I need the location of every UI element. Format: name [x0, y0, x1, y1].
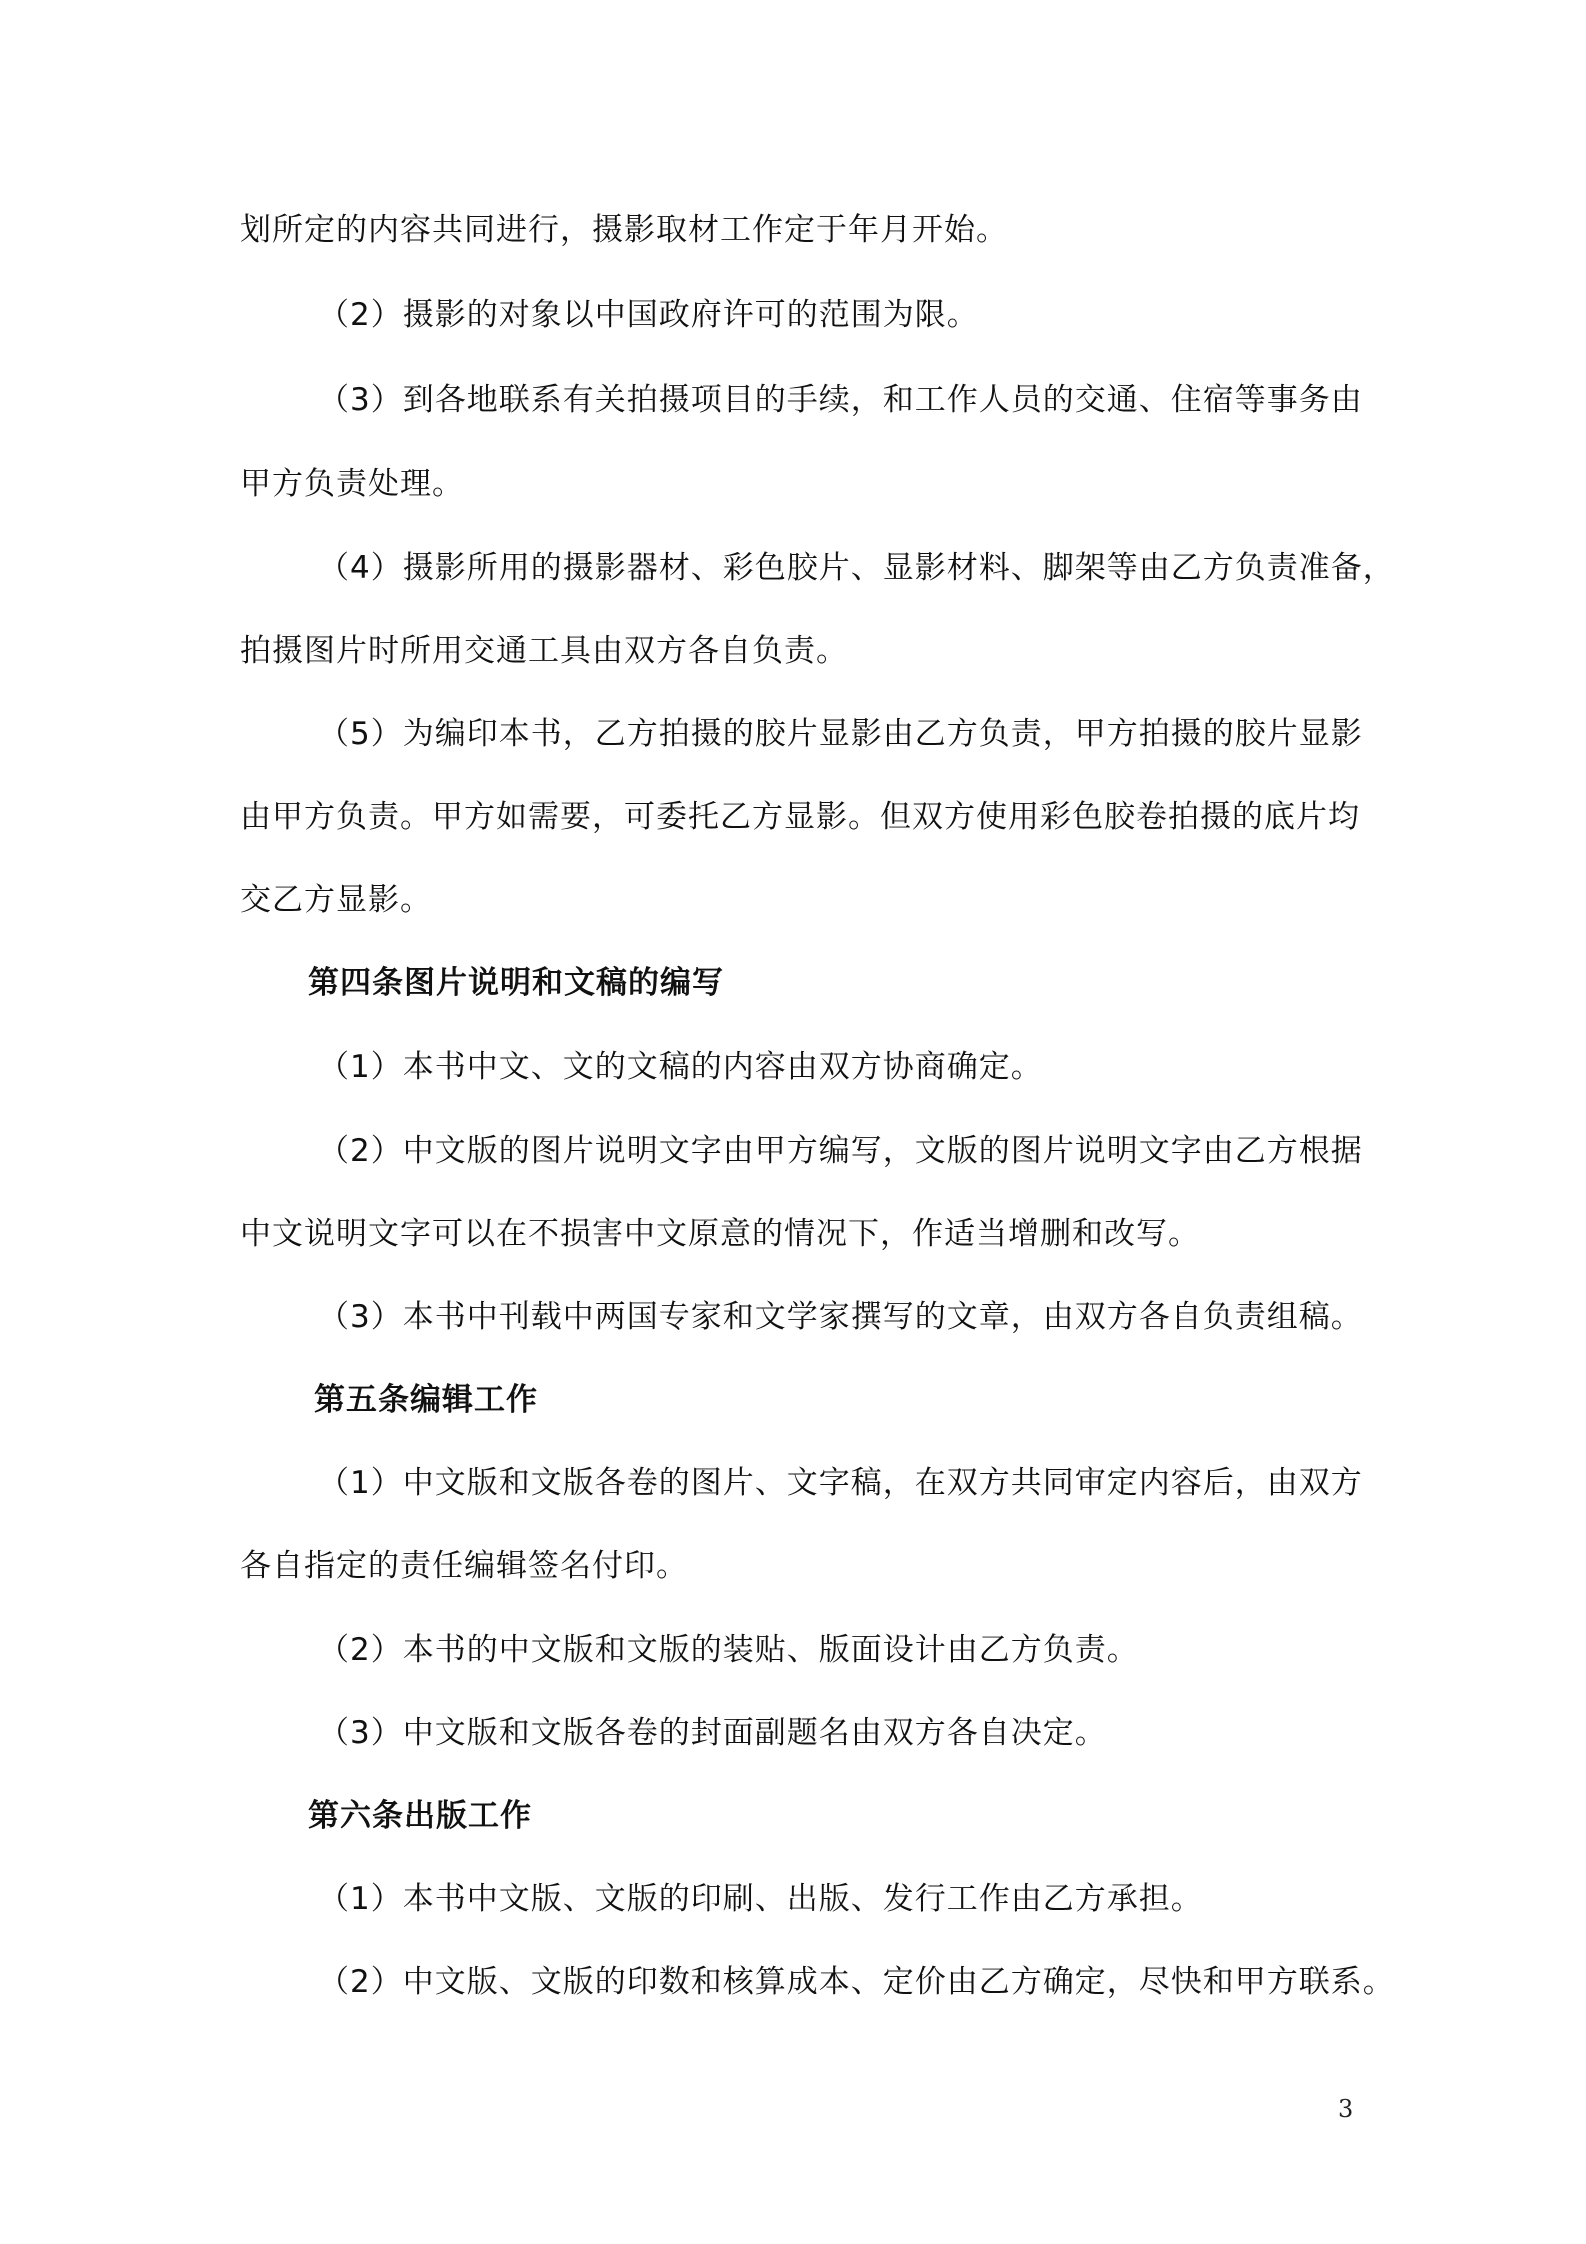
page-number: 3: [1338, 2095, 1354, 2123]
paragraph-line: 甲方负责处理。: [240, 466, 464, 502]
paragraph-line: （4）摄影所用的摄影器材、彩色胶片、显影材料、脚架等由乙方负责准备，: [318, 550, 1395, 586]
paragraph-line: 由甲方负责。甲方如需要，可委托乙方显影。但双方使用彩色胶卷拍摄的底片均: [240, 799, 1360, 835]
paragraph-line: （2）中文版、文版的印数和核算成本、定价由乙方确定，尽快和甲方联系。: [318, 1964, 1395, 2000]
paragraph-line: （2）中文版的图片说明文字由甲方编写，文版的图片说明文字由乙方根据: [318, 1133, 1363, 1169]
paragraph-line: （2）摄影的对象以中国政府许可的范围为限。: [318, 297, 979, 333]
paragraph-line: 交乙方显影。: [240, 882, 432, 918]
paragraph-line: （3）中文版和文版各卷的封面副题名由双方各自决定。: [318, 1715, 1107, 1751]
paragraph-line: （3）到各地联系有关拍摄项目的手续，和工作人员的交通、住宿等事务由: [318, 382, 1363, 418]
section-heading: 第六条出版工作: [308, 1798, 532, 1834]
paragraph-line: （2）本书的中文版和文版的装贴、版面设计由乙方负责。: [318, 1632, 1139, 1668]
paragraph-line: 划所定的内容共同进行，摄影取材工作定于年月开始。: [240, 212, 1008, 248]
paragraph-line: （3）本书中刊载中两国专家和文学家撰写的文章，由双方各自负责组稿。: [318, 1299, 1363, 1335]
section-heading: 第五条编辑工作: [314, 1382, 538, 1418]
paragraph-line: 拍摄图片时所用交通工具由双方各自负责。: [240, 633, 848, 669]
paragraph-line: （5）为编印本书，乙方拍摄的胶片显影由乙方负责，甲方拍摄的胶片显影: [318, 716, 1363, 752]
paragraph-line: 中文说明文字可以在不损害中文原意的情况下，作适当增删和改写。: [240, 1216, 1200, 1252]
paragraph-line: （1）本书中文版、文版的印刷、出版、发行工作由乙方承担。: [318, 1881, 1203, 1917]
paragraph-line: 各自指定的责任编辑签名付印。: [240, 1548, 688, 1584]
paragraph-line: （1）本书中文、文的文稿的内容由双方协商确定。: [318, 1049, 1043, 1085]
section-heading: 第四条图片说明和文稿的编写: [308, 965, 724, 1001]
paragraph-line: （1）中文版和文版各卷的图片、文字稿，在双方共同审定内容后，由双方: [318, 1465, 1363, 1501]
